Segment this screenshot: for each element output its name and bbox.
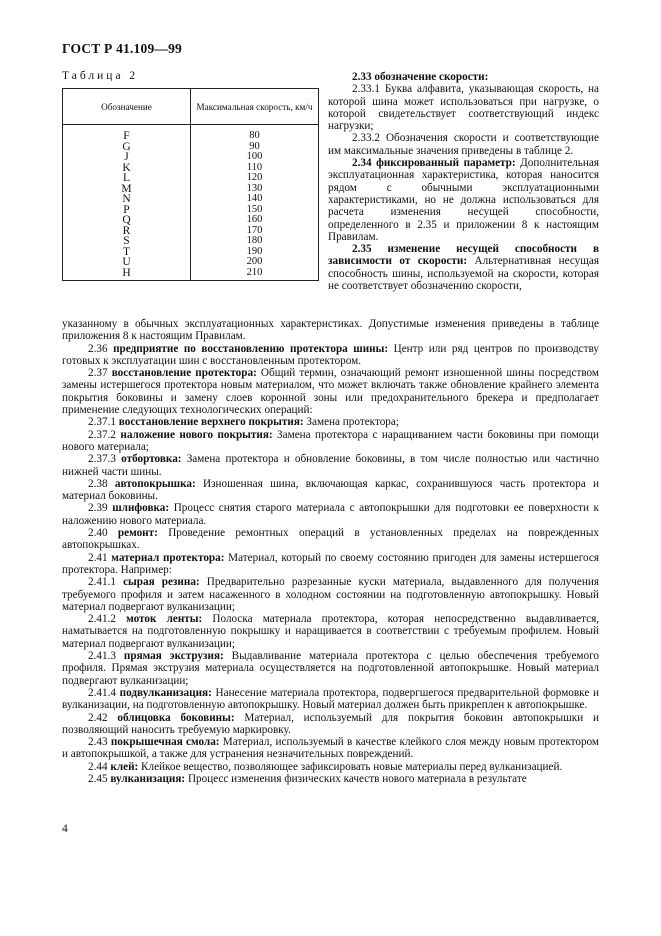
paragraph-2-37-1: 2.37.1 восстановление верхнего покрытия: Замена протектора;	[88, 416, 399, 429]
speed-code: S	[123, 235, 130, 247]
max-speed-value: 180	[246, 235, 263, 246]
paragraph-2-33-1: 2.33.1 Буква алфавита, указывающая скорость, на которой шина может использоваться при нагрузке, о которой свидетельствует соответствующий индекс нагрузки;	[328, 83, 599, 133]
speed-code: K	[122, 161, 131, 174]
table-header-designation: Обозначение	[63, 89, 191, 125]
max-speed-value: 120	[246, 172, 263, 183]
max-speed-value: 190	[246, 245, 263, 257]
speed-code: U	[122, 256, 131, 268]
paragraph-2-37: 2.37 восстановление протектора: Общий термин, означающий ремонт изношенной шины посредством замены истершегося протектора новым материалом, что может включать также обновление крайнего элемента покрытия боковины и замену слоев коронной зоны или предохранительного брекера и предполагает применение следующих технологических операций:	[62, 367, 599, 417]
paragraph-2-37-2: 2.37.2 наложение нового покрытия: Замена протектора с наращиванием части боковины при помощи нового материала;	[62, 428, 599, 453]
max-speed-value: 200	[246, 256, 263, 267]
paragraph-2-33-2: 2.33.2 Обозначения скорости и соответствующие им максимальные значения приведены в таблице 2.	[328, 132, 599, 157]
paragraph-2-38: 2.38 автопокрышка: Изношенная шина, включающая каркас, сохранившуюся часть протектора и материал боковины.	[62, 477, 600, 503]
speed-code: J	[124, 151, 129, 163]
max-speed-value: 160	[246, 214, 263, 225]
speed-code: N	[122, 193, 131, 205]
max-speed-value: 100	[246, 151, 263, 162]
max-speed-value: 140	[246, 193, 263, 204]
paragraph-2-35: 2.35 изменение несущей способности в зависимости от скорости: Альтернативная несущая способность шины, используемой на скорости, которая не соответствует обозначению скорости,	[328, 243, 599, 293]
speed-code: F	[123, 130, 130, 142]
paragraph-2-33: 2.33 обозначение скорости:	[352, 71, 489, 83]
paragraph-2-36: 2.36 предприятие по восстановлению протектора шины: Центр или ряд центров по производству готовых к эксплуатации шин с восстановленным протектором.	[62, 342, 599, 367]
paragraph-2-41-3: 2.41.3 прямая экструзия: Выдавливание материала протектора с целью обеспечения требуемого профиля. Прямая экструзия материала осуществляется на подготовленной автопокрышке. Новый материал подвергают вулканизации;	[62, 650, 599, 687]
page-number: 4	[62, 823, 68, 835]
speed-code: Q	[122, 214, 131, 226]
speed-code: H	[122, 266, 131, 279]
speed-code: M	[121, 182, 132, 195]
paragraph-2-41: 2.41 материал протектора: Материал, который по своему состоянию пригоден для замены истершегося протектора. Например:	[62, 551, 600, 576]
speed-code: L	[122, 172, 131, 184]
paragraph-2-37-3: 2.37.3 отбортовка: Замена протектора и обновление боковины, в том числе полностью или частично нижней части шины.	[62, 453, 599, 478]
max-speed-value: 110	[246, 161, 263, 173]
paragraph-2-34: 2.34 фиксированный параметр: Дополнительная эксплуатационная характеристика, которая наносится рядом с обычными эксплуатационными характеристиками, но не должна использоваться для расчета изменения несущей способности, определенного в 2.35 и приложении 8 к настоящим Правилам.	[328, 157, 600, 243]
paragraph-2-43: 2.43 покрышечная смола: Материал, используемый в качестве клейкого слоя между новым протектором и автопокрышкой, а также для устранения незначительных повреждений.	[62, 736, 599, 761]
paragraph-2-41-1: 2.41.1 сырая резина: Предварительно разрезанные куски материала, выдавленного для получения требуемого профиля и затем насаженного в холодном состоянии на подготовленную автопокрышку. Новый материал подвергают вулканизации;	[62, 576, 600, 613]
speed-code: P	[123, 203, 130, 216]
table-caption: Таблица 2	[62, 70, 139, 82]
main-body-text	[62, 318, 599, 785]
max-speed-value: 80	[249, 130, 260, 141]
speed-code: R	[122, 224, 131, 237]
paragraph-2-39: 2.39 шлифовка: Процесс снятия старого материала с автопокрышки для подготовки ее поверхности к наложению нового материала.	[62, 502, 599, 527]
paragraph-2-41-2: 2.41.2 моток ленты: Полоска материала протектора, которая непосредственно выдавливается, наматывается на подготовленную покрышку и наращивается в соответствии с требуемым профилем. Новый материал подвергают вулканизации;	[62, 613, 600, 650]
right-column-text	[328, 71, 599, 292]
max-speed-value: 170	[246, 224, 263, 236]
paragraph-2-45: 2.45 вулканизация: Процесс изменения физических качеств нового материала в результате	[88, 772, 527, 785]
paragraph-2-44: 2.44 клей: Клейкое вещество, позволяющее зафиксировать новые материалы перед вулканизацией.	[88, 760, 563, 773]
paragraph-2-35-continued: указанному в обычных эксплуатационных характеристиках. Допустимые изменения приведены в таблице приложения 8 к настоящим Правилам.	[62, 318, 599, 343]
max-speed-value: 210	[246, 266, 263, 278]
paragraph-2-41-4: 2.41.4 подвулканизация: Нанесение материала протектора, подвергшегося предварительной формовке и вулканизации, на подготовленную автопокрышку. Новый материал должен быть прикреплен к автопокрышке.	[62, 686, 599, 712]
speed-values-column	[191, 125, 319, 281]
speed-code: T	[122, 245, 131, 258]
document-header: ГОСТ Р 41.109—99	[62, 41, 182, 56]
speed-codes-column	[63, 125, 191, 281]
paragraph-2-42: 2.42 облицовка боковины: Материал, используемый для покрытия боковин автопокрышки и позволяющий наносить требуемую маркировку.	[62, 711, 600, 736]
max-speed-value: 130	[246, 182, 263, 194]
speed-code: G	[122, 140, 131, 153]
max-speed-value: 150	[246, 203, 263, 215]
table-header-max-speed: Максимальная скорость, км/ч	[191, 89, 319, 125]
max-speed-value: 90	[249, 140, 260, 152]
paragraph-2-40: 2.40 ремонт: Проведение ремонтных операций в установленных пределах на поврежденных автопокрышках.	[62, 527, 599, 552]
speed-table	[62, 88, 319, 281]
